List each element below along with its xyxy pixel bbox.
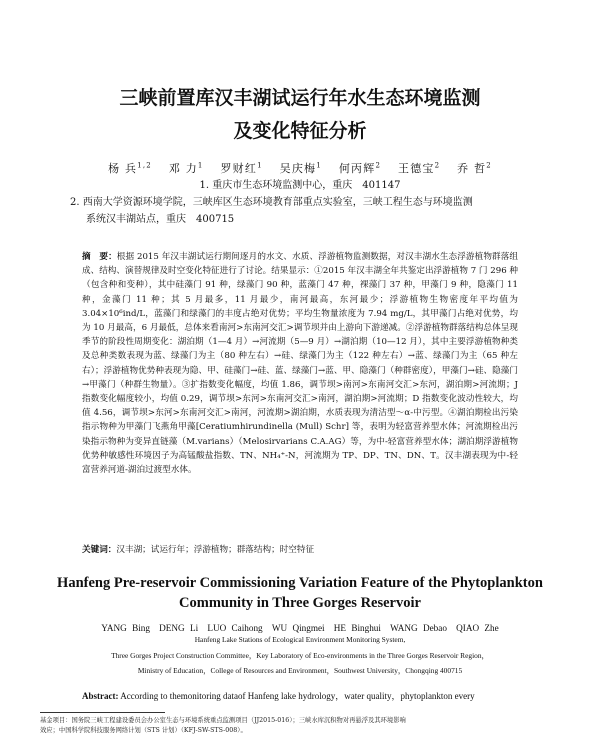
abstract-en-text: According to themonitoring dataof Hanfeng lake hydrology，water quality，phytoplankton every [120, 691, 475, 701]
author-cn: 何丙辉$^2$ [338, 161, 382, 175]
keywords-cn-label: 关键词： [82, 545, 117, 555]
authors-en: YANG Bing DENG Li LUO Caihong WU Qingmei HE Binghui WANG Debao QIAO Zhe [101, 623, 499, 633]
author-cn: 乔 哲$^2$ [457, 161, 492, 175]
abstract-en-label: Abstract: [82, 691, 119, 701]
affiliation-cn-2-cont: 系统汉丰湖站点，重庆 400715 [86, 214, 235, 225]
author-cn: 杨 兵$^{1,2}$ [108, 161, 152, 175]
footnote [40, 716, 560, 735]
author-cn: 邓 力$^1$ [168, 161, 204, 175]
abstract-cn-text: 根据 2015 年汉丰湖试运行期间逐月的水文、水质、浮游植物监测数据，对汉丰湖水生态浮游植物群落组成、结构、演替规律及时空变化特征进行了讨论。结果显示：①2015 年汉丰湖全年共鉴定出浮游植物 7 门 296 种（包含种和变种），其中硅藻门 91 种，绿藻门 90 种，蓝藻门 47 种，裸藻门 37 种，甲藻门 9 种，隐藻门 11 种，金藻门 11 种；其 5 月最多，11 月最少，南河最高，东河最少；浮游植物生物密度年平均值为 3.04×10⁶ind/L，蓝藻门和绿藻门的丰度占绝对优势；平均生物量浓度为 7.94 mg/L，其甲藻门占绝对优势，均为 10 月最高，6 月最低，总体来看南河>东南河交汇>调节坝并由上游向下游递减。②浮游植物群落结构总体呈现季节的阶段性周期变化：湖泊期（1—4 月）→河流期（5—9 月）→湖泊期（10—12 月），其中主要浮游植物种类及总种类数表现为蓝、绿藻门为主（80 种左右）→硅、绿藻门为主（122 种左右）→蓝、绿藻门为主（65 种左右）；浮游植物优势种表现为隐、甲、硅藻门→硅、蓝、绿藻门→蓝、甲、隐藻门（种群密度），甲藻门→硅、隐藻门→甲藻门（种群生物量）。③扩指数变化幅度，均值 1.86，调节坝>南河>东南河交汇>东河，湖泊期>河流期；J 指数变化幅度较小，均值 0.29，调节坝>东河>东南河交汇>南河，湖泊期>河流期；D 指数变化波动性较大，均值 4.56，调节坝>东河>东南河交汇>南河，河流期>湖泊期，水质表现为清洁型～α-中污型。④湖泊期检出污染指示物种为甲藻门飞燕角甲藻[Ceratiumhirundinella (Mull) Schr] 等，表明为轻富营养型水体；河流期检出污染指示物种为变异直链藻（M.varians）（Melosirvarians C.A.AG）等，为中-轻富营养型水体；湖泊期浮游植物优势种敏感性环境因子为高锰酸盐指数、TN、NH₄⁺-N，河流期为 TP、DP、TN、DN、T。汉丰湖表现为中-轻富营养河道-湖泊过渡型水体。 [82, 252, 518, 476]
authors-cn [40, 160, 560, 176]
affiliation-en-2: Three Gorges Project Construction Committee，Key Laboratory of Eco-environments in the Three Gorges Reservoir Region， [111, 651, 489, 660]
author-cn: 王德宝$^2$ [398, 161, 441, 175]
title-cn-line2: 及变化特征分析 [233, 120, 367, 142]
author-cn: 罗财红$^1$ [220, 161, 263, 175]
title-en-line1: Hanfeng Pre-reservoir Commissioning Variation Feature of the Phytoplankton [57, 575, 543, 591]
affiliation-en-1: Hanfeng Lake Stations of Ecological Environment Monitoring System, [194, 635, 406, 644]
footnote-line2: 效应；中国科学院科技服务网络计划（STS 计划）（KFJ-SW-STS-008）。 [40, 726, 247, 734]
title-cn-line1: 三峡前置库汉丰湖试运行年水生态环境监测 [119, 87, 481, 109]
footnote-divider [40, 712, 165, 713]
keywords-cn-text: 汉丰湖；试运行年；浮游植物；群落结构；时空特征 [116, 545, 315, 555]
affiliation-cn-1: 1. 重庆市生态环境监测中心，重庆 401147 [199, 180, 401, 191]
abstract-en [82, 689, 518, 702]
affiliation-cn-2: 2. 西南大学资源环境学院，三峡库区生态环境教育部重点实验室，三峡工程生态与环境监测 [70, 197, 473, 208]
abstract-cn [82, 250, 518, 477]
title-en-line2: Community in Three Gorges Reservoir [179, 595, 421, 611]
affiliation-en-3: Ministry of Education，College of Resources and Environment，Southwest University，Chongqing 400715 [137, 666, 463, 675]
keywords-cn [82, 543, 518, 555]
author-cn: 吴庆梅$^1$ [279, 161, 322, 175]
abstract-cn-label: 摘 要： [82, 252, 117, 262]
footnote-line1: 基金项目：国务院三峡工程建设委员会办公室生态与环境系统重点监测项目（JJ2015-016）；三峡水库沉积物对再悬浮及其环境影响 [40, 717, 406, 724]
title-en [40, 573, 560, 613]
